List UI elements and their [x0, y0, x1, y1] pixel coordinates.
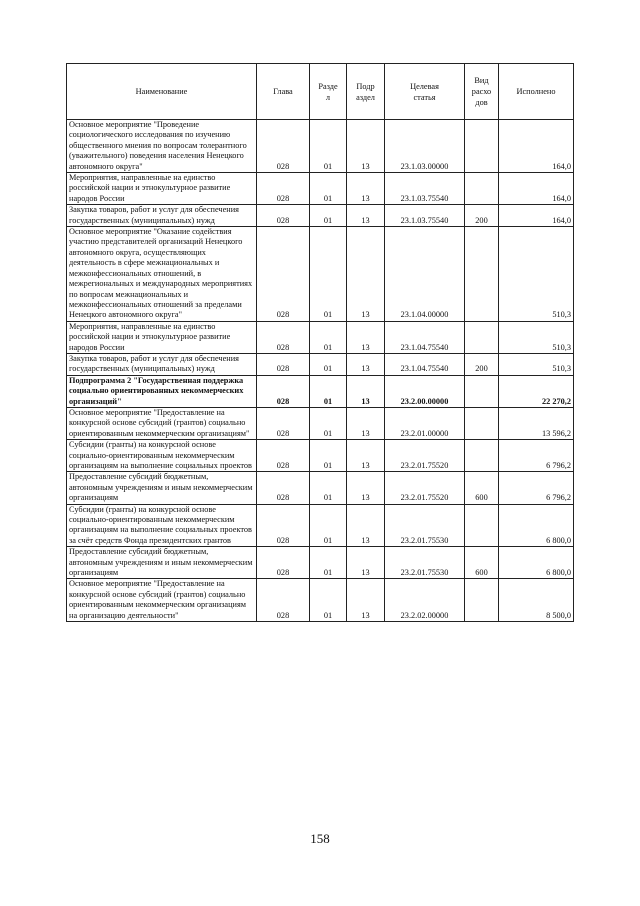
cell-podrazdel: 13 — [347, 440, 385, 472]
cell-name: Основное мероприятие "Предоставление на конкурсной основе субсидий (грантов) социально ориентированным некоммерческим организациям на организацию деятельности" — [67, 579, 257, 622]
cell-glava: 028 — [257, 227, 310, 322]
cell-tselevaya-statya: 23.2.01.75520 — [385, 472, 465, 504]
cell-ispolneno: 510,3 — [499, 353, 574, 375]
cell-razdel: 01 — [310, 353, 347, 375]
cell-podrazdel: 13 — [347, 173, 385, 205]
header-tselevaya-statya: Целевая статья — [385, 64, 465, 120]
table-row — [67, 375, 574, 407]
cell-tselevaya-statya: 23.1.03.00000 — [385, 120, 465, 173]
cell-podrazdel: 13 — [347, 120, 385, 173]
cell-glava: 028 — [257, 353, 310, 375]
cell-podrazdel: 13 — [347, 472, 385, 504]
cell-razdel: 01 — [310, 227, 347, 322]
cell-podrazdel: 13 — [347, 375, 385, 407]
cell-tselevaya-statya: 23.2.01.00000 — [385, 407, 465, 439]
cell-vid-raskhodov — [465, 407, 499, 439]
cell-razdel: 01 — [310, 205, 347, 227]
cell-glava: 028 — [257, 173, 310, 205]
cell-podrazdel: 13 — [347, 353, 385, 375]
header-vid-raskhodov: Вид расхо дов — [465, 64, 499, 120]
cell-podrazdel: 13 — [347, 579, 385, 622]
cell-vid-raskhodov — [465, 579, 499, 622]
cell-name: Закупка товаров, работ и услуг для обеспечения государственных (муниципальных) нужд — [67, 353, 257, 375]
cell-ispolneno: 6 800,0 — [499, 547, 574, 579]
cell-tselevaya-statya: 23.2.01.75530 — [385, 547, 465, 579]
cell-name: Мероприятия, направленные на единство российской нации и этнокультурное развитие народов России — [67, 321, 257, 353]
cell-razdel: 01 — [310, 375, 347, 407]
cell-podrazdel: 13 — [347, 547, 385, 579]
cell-name: Основное мероприятие "Предоставление на конкурсной основе субсидий (грантов) социально ориентированным некоммерческим организациям" — [67, 407, 257, 439]
cell-podrazdel: 13 — [347, 504, 385, 547]
table-row — [67, 472, 574, 504]
cell-vid-raskhodov: 600 — [465, 472, 499, 504]
cell-tselevaya-statya: 23.2.01.75520 — [385, 440, 465, 472]
cell-ispolneno: 6 796,2 — [499, 472, 574, 504]
cell-podrazdel: 13 — [347, 205, 385, 227]
cell-vid-raskhodov — [465, 504, 499, 547]
header-razdel: Разде л — [310, 64, 347, 120]
cell-glava: 028 — [257, 321, 310, 353]
cell-glava: 028 — [257, 504, 310, 547]
cell-razdel: 01 — [310, 321, 347, 353]
cell-tselevaya-statya: 23.2.02.00000 — [385, 579, 465, 622]
cell-name: Подпрограмма 2 "Государственная поддержка социально ориентированных некоммерческих организаций" — [67, 375, 257, 407]
cell-ispolneno: 6 800,0 — [499, 504, 574, 547]
table-row — [67, 579, 574, 622]
cell-glava: 028 — [257, 472, 310, 504]
cell-razdel: 01 — [310, 173, 347, 205]
cell-vid-raskhodov — [465, 440, 499, 472]
cell-vid-raskhodov — [465, 120, 499, 173]
cell-vid-raskhodov — [465, 375, 499, 407]
cell-vid-raskhodov — [465, 321, 499, 353]
table-row — [67, 120, 574, 173]
table-row — [67, 504, 574, 547]
table-row — [67, 205, 574, 227]
cell-razdel: 01 — [310, 504, 347, 547]
cell-glava: 028 — [257, 375, 310, 407]
cell-tselevaya-statya: 23.2.00.00000 — [385, 375, 465, 407]
cell-ispolneno: 13 596,2 — [499, 407, 574, 439]
header-podrazdel: Подр аздел — [347, 64, 385, 120]
cell-ispolneno: 164,0 — [499, 120, 574, 173]
table-row — [67, 321, 574, 353]
cell-tselevaya-statya: 23.1.04.75540 — [385, 353, 465, 375]
table-row — [67, 440, 574, 472]
cell-podrazdel: 13 — [347, 227, 385, 322]
cell-vid-raskhodov — [465, 173, 499, 205]
cell-ispolneno: 6 796,2 — [499, 440, 574, 472]
cell-vid-raskhodov: 200 — [465, 353, 499, 375]
header-glava: Глава — [257, 64, 310, 120]
cell-podrazdel: 13 — [347, 407, 385, 439]
cell-glava: 028 — [257, 205, 310, 227]
table-row — [67, 353, 574, 375]
cell-glava: 028 — [257, 547, 310, 579]
cell-ispolneno: 510,3 — [499, 321, 574, 353]
cell-glava: 028 — [257, 407, 310, 439]
header-name: Наименование — [67, 64, 257, 120]
cell-name: Основное мероприятие "Проведение социологического исследования по изучению общественного мнения по вопросам толерантного (уважительного) поведения населения Ненецкого автономного округа" — [67, 120, 257, 173]
cell-ispolneno: 8 500,0 — [499, 579, 574, 622]
cell-ispolneno: 22 270,2 — [499, 375, 574, 407]
cell-vid-raskhodov: 200 — [465, 205, 499, 227]
cell-name: Закупка товаров, работ и услуг для обеспечения государственных (муниципальных) нужд — [67, 205, 257, 227]
table-row — [67, 407, 574, 439]
cell-name: Основное мероприятие "Оказание содействия участию представителей организаций Ненецкого автономного округа, осуществляющих деятельность в сфере межнациональных и межконфессиональных отношений, в межрегиональных и международных мероприятиях по вопросам межнациональных и межконфессиональных отношений за пределами Ненецкого автономного округа" — [67, 227, 257, 322]
table-row — [67, 227, 574, 322]
budget-table — [66, 63, 574, 622]
cell-name: Предоставление субсидий бюджетным, автономным учреждениям и иным некоммерческим организациям — [67, 472, 257, 504]
cell-razdel: 01 — [310, 472, 347, 504]
cell-tselevaya-statya: 23.1.03.75540 — [385, 173, 465, 205]
cell-ispolneno: 164,0 — [499, 205, 574, 227]
cell-razdel: 01 — [310, 120, 347, 173]
cell-tselevaya-statya: 23.1.03.75540 — [385, 205, 465, 227]
cell-name: Субсидии (гранты) на конкурсной основе социально-ориентированным некоммерческим организациям на выполнение социальных проектов — [67, 440, 257, 472]
cell-glava: 028 — [257, 440, 310, 472]
table-row — [67, 547, 574, 579]
cell-razdel: 01 — [310, 547, 347, 579]
page-number: 158 — [310, 831, 330, 846]
cell-razdel: 01 — [310, 579, 347, 622]
cell-razdel: 01 — [310, 440, 347, 472]
header-ispolneno: Исполнено — [499, 64, 574, 120]
cell-ispolneno: 164,0 — [499, 173, 574, 205]
cell-name: Мероприятия, направленные на единство российской нации и этнокультурное развитие народов России — [67, 173, 257, 205]
cell-tselevaya-statya: 23.1.04.00000 — [385, 227, 465, 322]
cell-vid-raskhodov: 600 — [465, 547, 499, 579]
cell-name: Предоставление субсидий бюджетным, автономным учреждениям и иным некоммерческим организациям — [67, 547, 257, 579]
cell-glava: 028 — [257, 579, 310, 622]
table-header-row — [67, 64, 574, 120]
cell-razdel: 01 — [310, 407, 347, 439]
cell-name: Субсидии (гранты) на конкурсной основе социально-ориентированным некоммерческим организациям на выполнение социальных проектов за счёт средств Фонда президентских грантов — [67, 504, 257, 547]
cell-glava: 028 — [257, 120, 310, 173]
cell-tselevaya-statya: 23.2.01.75530 — [385, 504, 465, 547]
cell-tselevaya-statya: 23.1.04.75540 — [385, 321, 465, 353]
cell-vid-raskhodov — [465, 227, 499, 322]
table-row — [67, 173, 574, 205]
cell-podrazdel: 13 — [347, 321, 385, 353]
cell-ispolneno: 510,3 — [499, 227, 574, 322]
